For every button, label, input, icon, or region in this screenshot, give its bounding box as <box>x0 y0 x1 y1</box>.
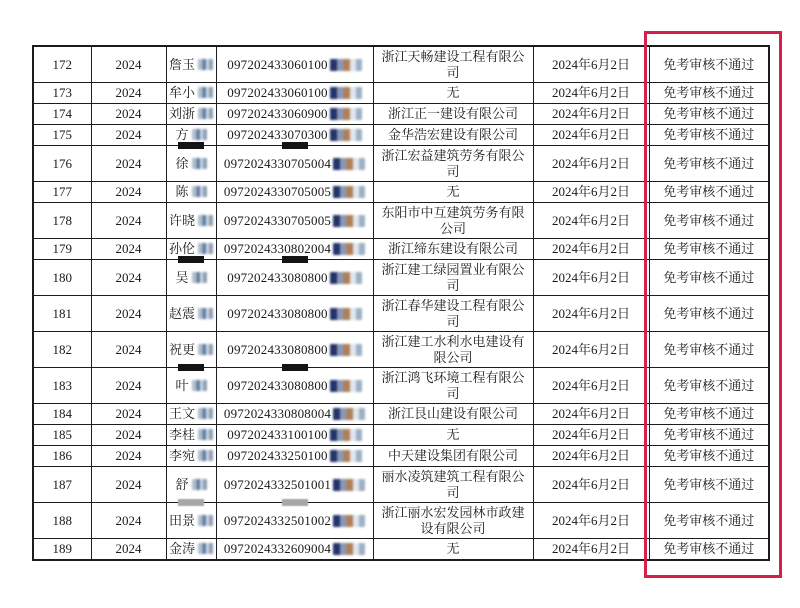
cell-year: 2024 <box>91 104 166 125</box>
cell-name <box>166 239 216 260</box>
person-name: 陈 <box>175 184 189 200</box>
cell-seq: 177 <box>33 182 91 203</box>
cell-company: 无 <box>373 539 533 561</box>
redaction-blur <box>198 87 213 98</box>
person-name: 徐 <box>175 155 189 171</box>
cell-date: 2024年6月2日 <box>533 104 649 125</box>
certificate-id: 097202433070300 <box>227 127 328 143</box>
cell-certificate-id <box>216 503 373 539</box>
redaction-blur <box>330 129 362 141</box>
cell-year: 2024 <box>91 404 166 425</box>
cell-certificate-id <box>216 296 373 332</box>
person-name: 叶 <box>175 377 189 393</box>
censor-bar <box>282 142 308 149</box>
cell-seq: 172 <box>33 46 91 83</box>
certificate-id: 097202433080800 <box>227 305 328 321</box>
cell-date: 2024年6月2日 <box>533 182 649 203</box>
cell-audit-status: 免考审核不通过 <box>649 182 769 203</box>
redaction-blur <box>333 515 365 527</box>
cell-name <box>166 83 216 104</box>
cell-date: 2024年6月2日 <box>533 125 649 146</box>
censor-bar <box>178 499 204 506</box>
redaction-blur <box>192 380 207 391</box>
cell-certificate-id <box>216 83 373 104</box>
cell-year: 2024 <box>91 260 166 296</box>
cell-seq: 186 <box>33 446 91 467</box>
person-name: 牟小 <box>168 85 195 101</box>
redaction-blur <box>333 408 365 420</box>
redaction-blur <box>192 479 207 490</box>
certificate-id: 097202433060900 <box>227 106 328 122</box>
cell-seq: 176 <box>33 146 91 182</box>
cell-audit-status: 免考审核不通过 <box>649 425 769 446</box>
person-name: 李桂 <box>168 427 195 443</box>
cell-year: 2024 <box>91 368 166 404</box>
cell-company: 东阳市中互建筑劳务有限公司 <box>373 203 533 239</box>
person-name: 孙伦 <box>168 241 195 257</box>
cell-certificate-id <box>216 404 373 425</box>
cell-company: 浙江建工绿园置业有限公司 <box>373 260 533 296</box>
redaction-blur <box>330 87 362 99</box>
cell-company: 浙江春华建设工程有限公司 <box>373 296 533 332</box>
cell-date: 2024年6月2日 <box>533 239 649 260</box>
cell-date: 2024年6月2日 <box>533 46 649 83</box>
person-name: 舒 <box>175 476 189 492</box>
cell-company: 丽水凌筑建筑工程有限公司 <box>373 467 533 503</box>
redaction-blur <box>333 479 365 491</box>
redaction-blur <box>330 108 362 120</box>
cell-certificate-id <box>216 182 373 203</box>
cell-audit-status: 免考审核不通过 <box>649 260 769 296</box>
certificate-id: 0972024330705005 <box>223 212 332 228</box>
certificate-id: 097202433250100 <box>227 448 328 464</box>
cell-date: 2024年6月2日 <box>533 296 649 332</box>
cell-company: 浙江天畅建设工程有限公司 <box>373 46 533 83</box>
table-row <box>33 425 769 446</box>
redaction-blur <box>192 129 207 140</box>
cell-company: 浙江鸿飞环境工程有限公司 <box>373 368 533 404</box>
redaction-blur <box>198 59 213 70</box>
cell-name <box>166 146 216 182</box>
redaction-blur <box>198 243 213 254</box>
table-row <box>33 332 769 368</box>
cell-certificate-id <box>216 467 373 503</box>
cell-certificate-id <box>216 446 373 467</box>
cell-year: 2024 <box>91 46 166 83</box>
cell-seq: 185 <box>33 425 91 446</box>
cell-audit-status: 免考审核不通过 <box>649 104 769 125</box>
person-name: 田景 <box>168 512 195 528</box>
cell-date: 2024年6月2日 <box>533 539 649 561</box>
cell-date: 2024年6月2日 <box>533 467 649 503</box>
table-row <box>33 503 769 539</box>
cell-certificate-id <box>216 146 373 182</box>
cell-date: 2024年6月2日 <box>533 425 649 446</box>
redaction-blur <box>198 108 213 119</box>
censor-bar <box>178 142 204 149</box>
cell-name <box>166 332 216 368</box>
person-name: 王文 <box>168 406 195 422</box>
redaction-blur <box>330 380 362 392</box>
certificate-id: 0972024330808004 <box>223 406 332 422</box>
cell-seq: 189 <box>33 539 91 561</box>
cell-name <box>166 503 216 539</box>
cell-audit-status: 免考审核不通过 <box>649 503 769 539</box>
cell-seq: 178 <box>33 203 91 239</box>
cell-audit-status: 免考审核不通过 <box>649 467 769 503</box>
cell-company: 无 <box>373 83 533 104</box>
table-row <box>33 203 769 239</box>
person-name: 赵震 <box>168 305 195 321</box>
cell-year: 2024 <box>91 203 166 239</box>
certificate-id: 097202433060100 <box>227 85 328 101</box>
cell-name <box>166 425 216 446</box>
cell-company: 浙江缔东建设有限公司 <box>373 239 533 260</box>
cell-year: 2024 <box>91 332 166 368</box>
cell-seq: 174 <box>33 104 91 125</box>
results-table <box>32 45 770 561</box>
cell-seq: 181 <box>33 296 91 332</box>
person-name: 金涛 <box>168 541 195 557</box>
certificate-id: 097202433060100 <box>227 56 328 72</box>
cell-certificate-id <box>216 125 373 146</box>
cell-year: 2024 <box>91 182 166 203</box>
cell-company: 金华浩宏建设有限公司 <box>373 125 533 146</box>
cell-certificate-id <box>216 260 373 296</box>
cell-name <box>166 260 216 296</box>
cell-certificate-id <box>216 239 373 260</box>
cell-certificate-id <box>216 368 373 404</box>
person-name: 许晓 <box>168 212 195 228</box>
cell-company: 中天建设集团有限公司 <box>373 446 533 467</box>
table-row <box>33 239 769 260</box>
person-name: 詹玉 <box>168 56 195 72</box>
cell-year: 2024 <box>91 467 166 503</box>
cell-seq: 182 <box>33 332 91 368</box>
redaction-blur <box>198 408 213 419</box>
table-row <box>33 125 769 146</box>
certificate-id: 0972024332609004 <box>223 541 332 557</box>
cell-audit-status: 免考审核不通过 <box>649 83 769 104</box>
cell-audit-status: 免考审核不通过 <box>649 203 769 239</box>
cell-date: 2024年6月2日 <box>533 404 649 425</box>
certificate-id: 0972024330705004 <box>223 155 332 171</box>
cell-name <box>166 203 216 239</box>
cell-company: 无 <box>373 182 533 203</box>
table-row <box>33 83 769 104</box>
cell-seq: 175 <box>33 125 91 146</box>
person-name: 李宛 <box>168 448 195 464</box>
table-row <box>33 260 769 296</box>
redaction-blur <box>330 272 362 284</box>
redaction-blur <box>333 243 365 255</box>
table-row <box>33 104 769 125</box>
cell-year: 2024 <box>91 446 166 467</box>
redaction-blur <box>192 158 207 169</box>
cell-date: 2024年6月2日 <box>533 503 649 539</box>
cell-certificate-id <box>216 539 373 561</box>
table-row <box>33 182 769 203</box>
redaction-blur <box>330 344 362 356</box>
certificate-id: 0972024332501001 <box>223 476 332 492</box>
redaction-blur <box>333 543 365 555</box>
cell-seq: 183 <box>33 368 91 404</box>
cell-name <box>166 368 216 404</box>
redaction-blur <box>198 215 213 226</box>
cell-company: 浙江正一建设有限公司 <box>373 104 533 125</box>
certificate-id: 097202433080800 <box>227 341 328 357</box>
cell-seq: 188 <box>33 503 91 539</box>
censor-bar <box>178 256 204 263</box>
cell-date: 2024年6月2日 <box>533 260 649 296</box>
table-row <box>33 368 769 404</box>
cell-seq: 187 <box>33 467 91 503</box>
cell-year: 2024 <box>91 425 166 446</box>
cell-date: 2024年6月2日 <box>533 203 649 239</box>
cell-audit-status: 免考审核不通过 <box>649 332 769 368</box>
cell-audit-status: 免考审核不通过 <box>649 239 769 260</box>
cell-company: 浙江艮山建设有限公司 <box>373 404 533 425</box>
certificate-id: 0972024330802004 <box>223 241 332 257</box>
censor-bar <box>282 256 308 263</box>
cell-certificate-id <box>216 203 373 239</box>
cell-name <box>166 125 216 146</box>
table-row <box>33 404 769 425</box>
redaction-blur <box>330 450 362 462</box>
cell-certificate-id <box>216 46 373 83</box>
censor-bar <box>282 499 308 506</box>
cell-audit-status: 免考审核不通过 <box>649 539 769 561</box>
cell-seq: 179 <box>33 239 91 260</box>
table-row <box>33 467 769 503</box>
cell-year: 2024 <box>91 539 166 561</box>
cell-audit-status: 免考审核不通过 <box>649 146 769 182</box>
cell-name <box>166 182 216 203</box>
redaction-blur <box>333 215 365 227</box>
cell-company: 浙江宏益建筑劳务有限公司 <box>373 146 533 182</box>
cell-date: 2024年6月2日 <box>533 332 649 368</box>
redaction-blur <box>198 543 213 554</box>
cell-name <box>166 46 216 83</box>
cell-date: 2024年6月2日 <box>533 446 649 467</box>
cell-company: 无 <box>373 425 533 446</box>
table-row <box>33 539 769 561</box>
certificate-id: 097202433100100 <box>227 427 328 443</box>
table-row <box>33 446 769 467</box>
cell-certificate-id <box>216 104 373 125</box>
redaction-blur <box>333 158 365 170</box>
cell-company: 浙江建工水利水电建设有限公司 <box>373 332 533 368</box>
redaction-blur <box>198 429 213 440</box>
redaction-blur <box>330 59 362 71</box>
cell-audit-status: 免考审核不通过 <box>649 368 769 404</box>
person-name: 吴 <box>175 269 189 285</box>
censor-bar <box>178 364 204 371</box>
redaction-blur <box>333 186 365 198</box>
redaction-blur <box>192 272 207 283</box>
cell-year: 2024 <box>91 296 166 332</box>
person-name: 祝更 <box>168 341 195 357</box>
person-name: 刘浙 <box>168 106 195 122</box>
redaction-blur <box>198 308 213 319</box>
redaction-blur <box>198 450 213 461</box>
table-row <box>33 146 769 182</box>
redaction-blur <box>330 429 362 441</box>
cell-name <box>166 104 216 125</box>
certificate-id: 097202433080800 <box>227 377 328 393</box>
cell-name <box>166 539 216 561</box>
cell-date: 2024年6月2日 <box>533 146 649 182</box>
cell-audit-status: 免考审核不通过 <box>649 296 769 332</box>
cell-certificate-id <box>216 332 373 368</box>
certificate-id: 0972024332501002 <box>223 512 332 528</box>
cell-year: 2024 <box>91 83 166 104</box>
redaction-blur <box>198 515 213 526</box>
cell-year: 2024 <box>91 239 166 260</box>
cell-year: 2024 <box>91 503 166 539</box>
cell-audit-status: 免考审核不通过 <box>649 46 769 83</box>
cell-seq: 173 <box>33 83 91 104</box>
cell-audit-status: 免考审核不通过 <box>649 404 769 425</box>
table-row <box>33 46 769 83</box>
table-row <box>33 296 769 332</box>
cell-name <box>166 296 216 332</box>
cell-year: 2024 <box>91 125 166 146</box>
certificate-id: 097202433080800 <box>227 269 328 285</box>
redaction-blur <box>330 308 362 320</box>
cell-audit-status: 免考审核不通过 <box>649 446 769 467</box>
cell-year: 2024 <box>91 146 166 182</box>
redaction-blur <box>198 344 213 355</box>
cell-date: 2024年6月2日 <box>533 83 649 104</box>
person-name: 方 <box>175 127 189 143</box>
cell-name <box>166 446 216 467</box>
cell-date: 2024年6月2日 <box>533 368 649 404</box>
cell-certificate-id <box>216 425 373 446</box>
cell-name <box>166 404 216 425</box>
cell-seq: 184 <box>33 404 91 425</box>
cell-seq: 180 <box>33 260 91 296</box>
censor-bar <box>282 364 308 371</box>
cell-audit-status: 免考审核不通过 <box>649 125 769 146</box>
cell-company: 浙江丽水宏发园林市政建设有限公司 <box>373 503 533 539</box>
cell-name <box>166 467 216 503</box>
results-table-body <box>33 46 769 560</box>
certificate-id: 0972024330705005 <box>223 184 332 200</box>
redaction-blur <box>192 186 207 197</box>
